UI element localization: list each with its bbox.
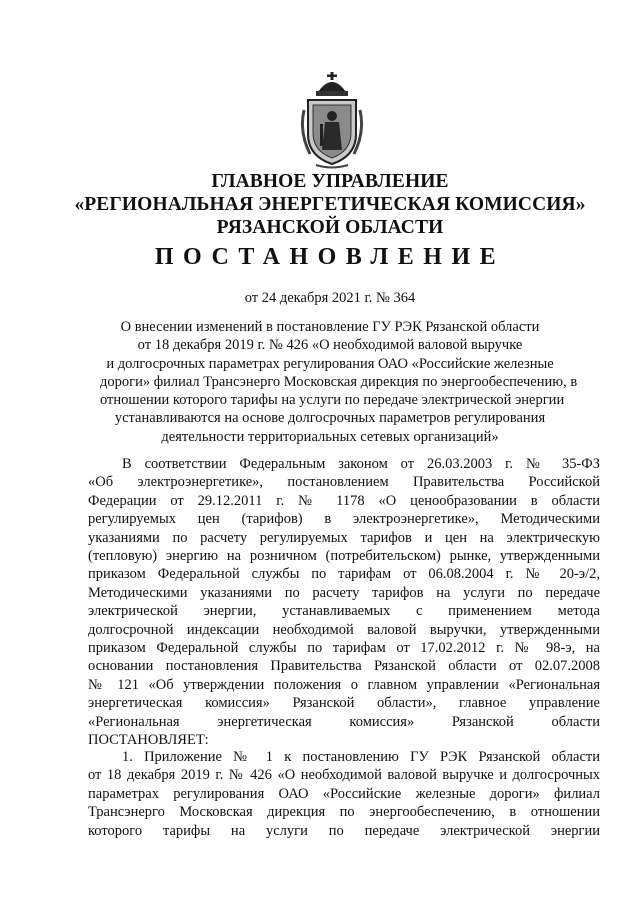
subject-line: деятельности территориальных сетевых организаций»: [161, 428, 499, 445]
document-date: от 24 декабря 2021 г. № 364: [244, 290, 416, 306]
document-subject: [100, 318, 578, 446]
body-line: регулируемых цен (тарифов) в электроэнергетике», Методическими: [88, 511, 600, 528]
body-line: от 18 декабря 2019 г. № 426 «О необходимой валовой выручке и долгосрочных: [88, 767, 600, 784]
item-1-paragraph: [88, 748, 600, 840]
resolves-line: ПОСТАНОВЛЯЕТ:: [88, 732, 209, 749]
subject-line: устанавливаются на основе долгосрочных параметров регулирования: [114, 410, 546, 427]
body-line: приказом Федеральной службы по тарифам от 17.02.2012 г. № 98-э, на: [88, 640, 600, 657]
body-line: электрической энергии, устанавливаемых с применением метода: [88, 603, 600, 620]
body-line: энергетическая комиссия» Рязанской области», главное управление: [88, 695, 600, 712]
agency-line: РЯЗАНСКОЙ ОБЛАСТИ: [216, 217, 444, 238]
agency-name: [60, 170, 600, 239]
subject-line: и долгосрочных параметрах регулирования ОАО «Российские железные: [106, 355, 554, 372]
body-line: которого тарифы на услуги по передаче электрической энергии: [88, 822, 600, 839]
body-line: 1. Приложение № 1 к постановлению ГУ РЭК Рязанской области: [122, 749, 600, 765]
subject-line: от 18 декабря 2019 г. № 426 «О необходимой валовой выручке: [137, 337, 523, 354]
body-line: «Об электроэнергетике», постановлением Правительства Российской: [88, 474, 600, 491]
ryazan-coat-of-arms-icon: [296, 70, 368, 170]
subject-line: отношении которого тарифы на услуги по передаче электрической энергии: [100, 392, 565, 409]
body-line: Федерации от 29.12.2011 г. № 1178 «О ценообразовании в области: [88, 492, 600, 509]
body-line: указаниями по расчету регулируемых тарифов и цен на электрическую: [88, 529, 600, 546]
body-line: Методическими указаниями по расчету тарифов на услуги по передаче: [88, 584, 600, 601]
body-line: параметрах регулирования ОАО «Российские железные дороги» филиал: [88, 785, 600, 802]
body-line: «Региональная энергетическая комиссия» Рязанской области: [88, 713, 600, 730]
preamble-paragraph: [88, 455, 600, 750]
agency-line: «РЕГИОНАЛЬНАЯ ЭНЕРГЕТИЧЕСКАЯ КОМИССИЯ»: [74, 194, 586, 215]
body-line: основании постановления Правительства Рязанской области от 02.07.2008: [88, 658, 600, 675]
body-line: приказом Федеральной службы по тарифам от 06.08.2004 г. № 20-э/2,: [88, 566, 600, 583]
document-type: ПОСТАНОВЛЕНИЕ: [154, 244, 506, 270]
subject-line: О внесении изменений в постановление ГУ РЭК Рязанской области: [120, 319, 540, 335]
subject-line: дороги» филиал Трансэнерго Московская дирекция по энергообеспечению, в: [100, 373, 578, 390]
body-line: (тепловую) энергию на розничном (потребительском) рынке, утвержденными: [88, 548, 600, 565]
body-line: В соответствии Федеральным законом от 26.03.2003 г. № 35-ФЗ: [122, 456, 600, 472]
agency-line: ГЛАВНОЕ УПРАВЛЕНИЕ: [211, 171, 449, 192]
body-line: № 121 «Об утверждении положения о главном управлении «Региональная: [88, 676, 600, 693]
body-line: долгосрочной индексации необходимой валовой выручки, утвержденными: [88, 621, 600, 638]
body-line: Трансэнерго Московская дирекция по энергообеспечению, в отношении: [88, 804, 600, 821]
